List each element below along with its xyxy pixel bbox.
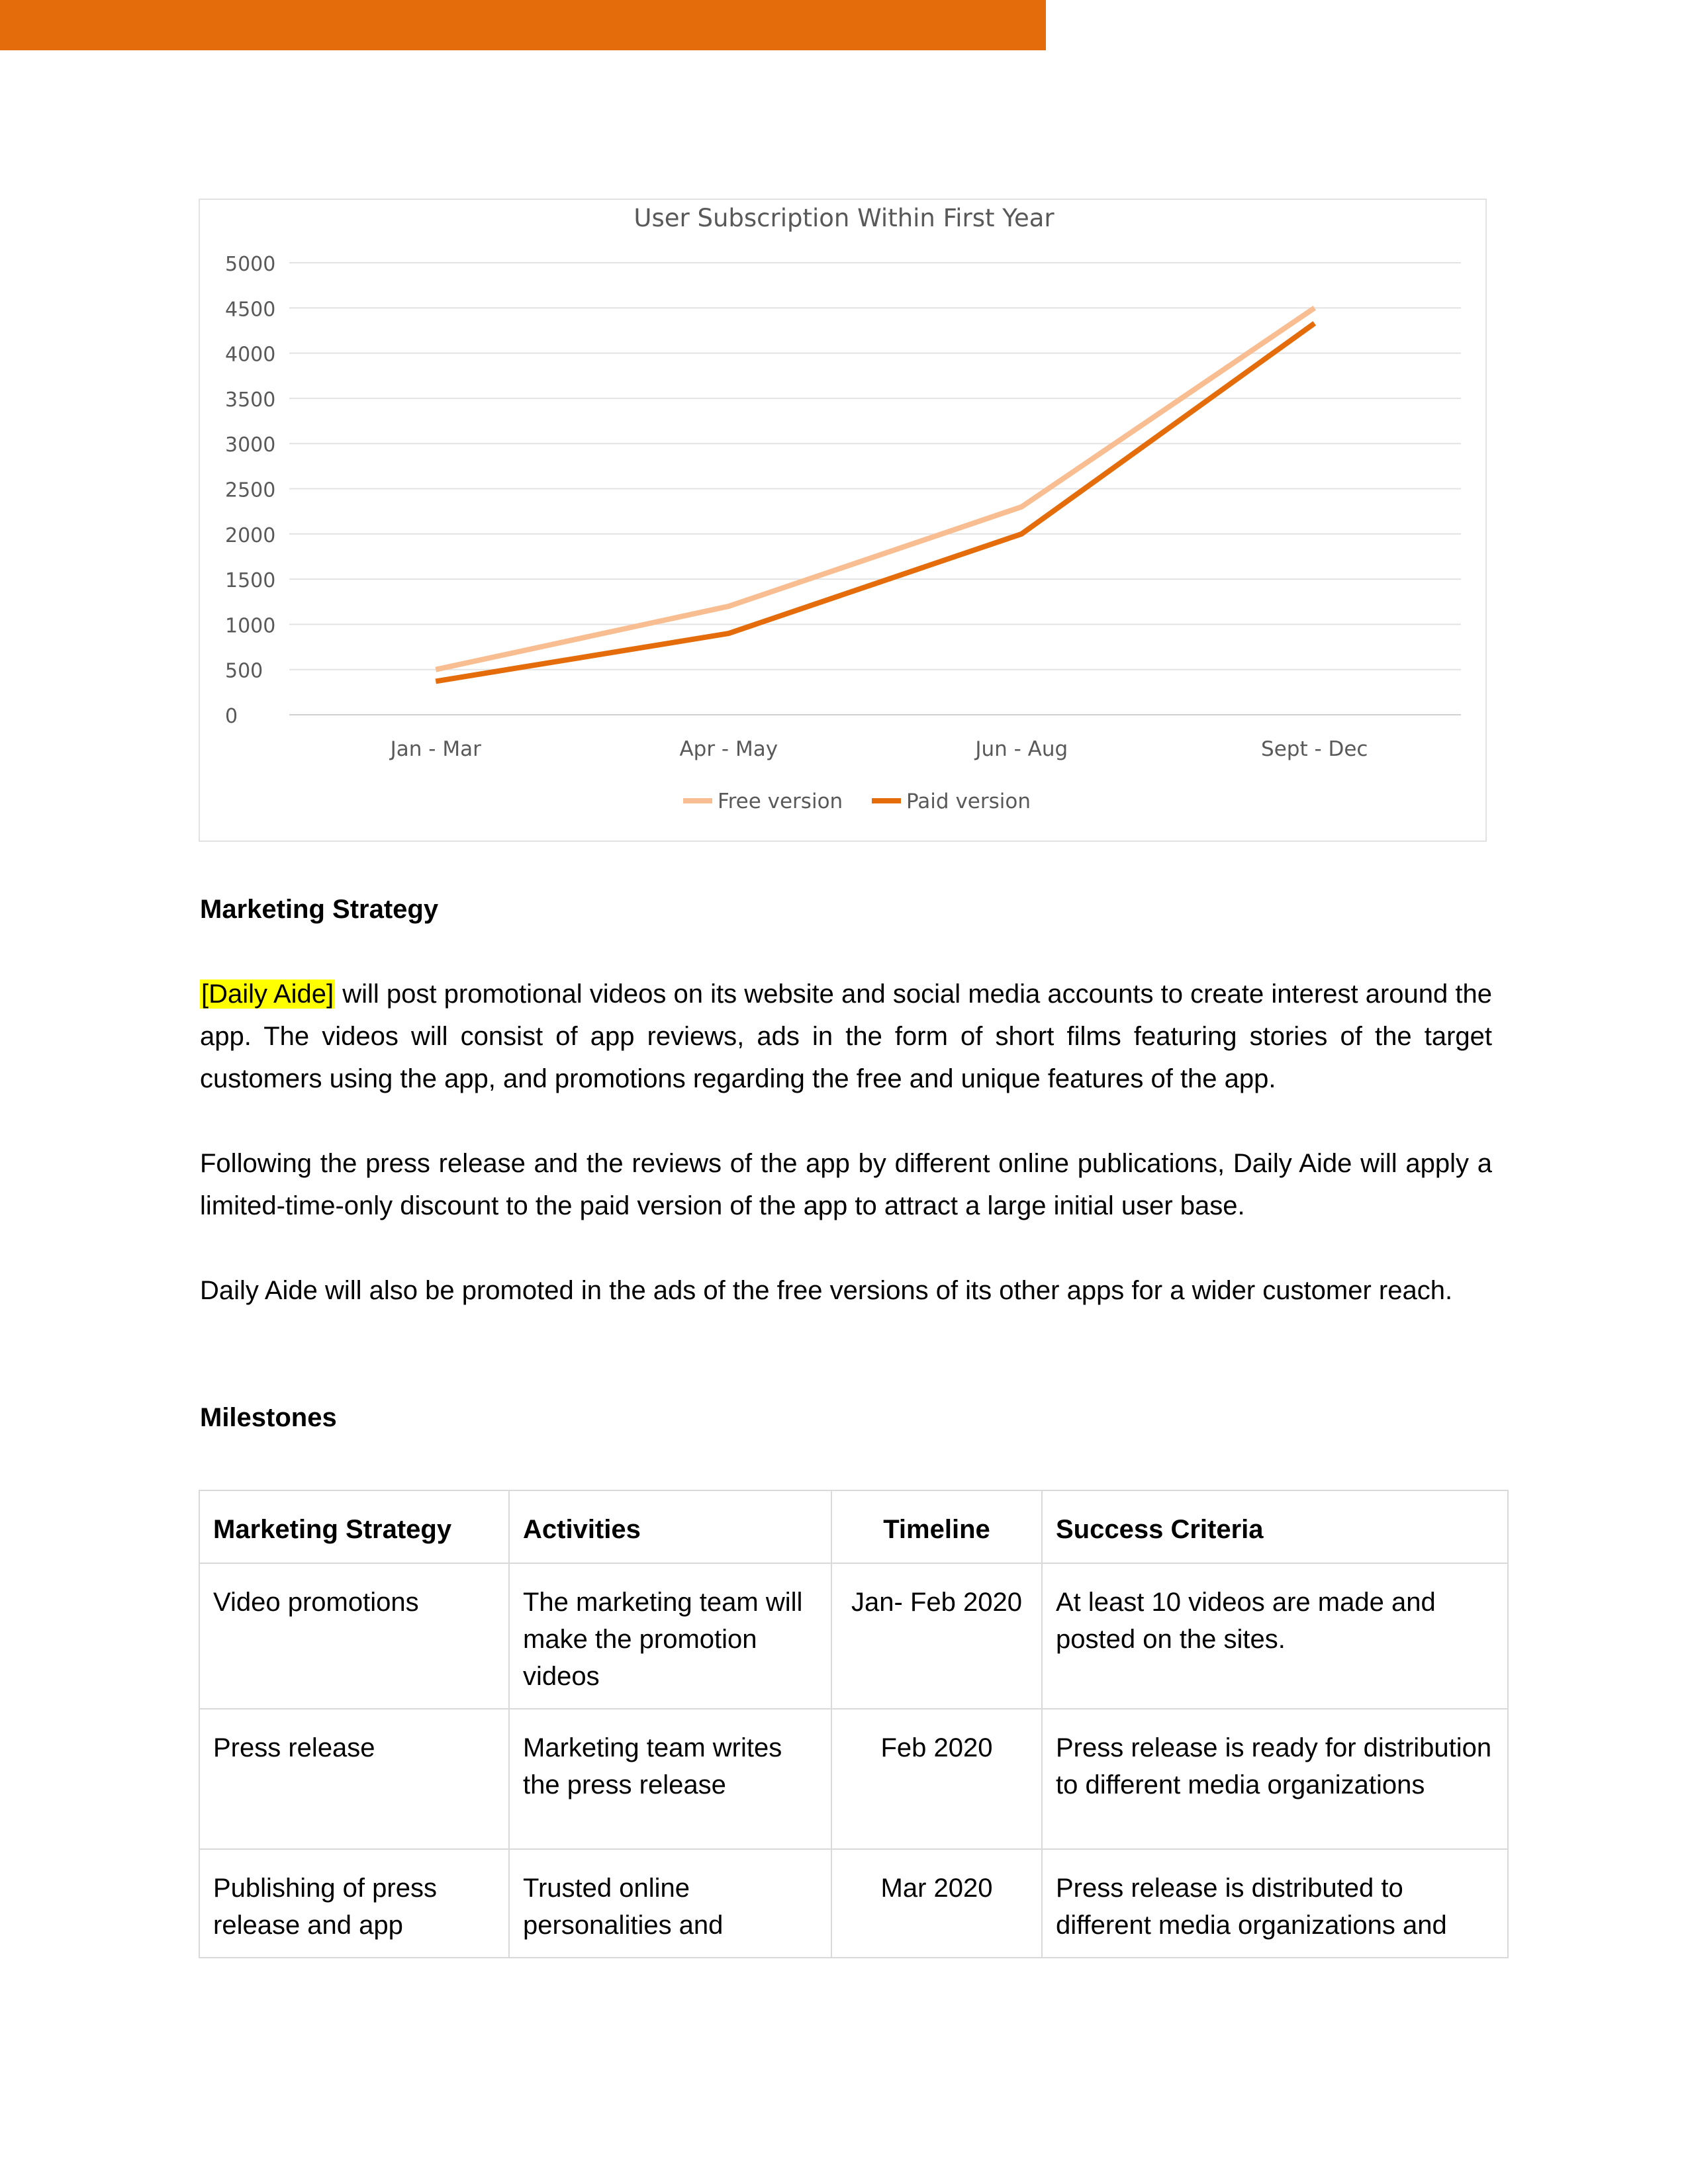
- table-header-row: [199, 1490, 1508, 1563]
- header-accent-bar: [0, 0, 1046, 50]
- marketing-strategy-heading: Marketing Strategy: [200, 895, 439, 924]
- table-row: [199, 1849, 1508, 1958]
- y-tick-label: 500: [225, 659, 263, 683]
- column-header: Activities: [509, 1490, 831, 1563]
- table-cell: At least 10 videos are made and posted on the sites.: [1042, 1563, 1508, 1709]
- chart-series: [436, 308, 1315, 681]
- y-tick-label: 1500: [225, 569, 276, 593]
- table-cell: Video promotions: [199, 1563, 509, 1709]
- y-tick-label: 0: [225, 705, 238, 728]
- marketing-paragraph-1-text: will post promotional videos on its website and social media accounts to create interest around the app. The videos will consist of app reviews, ads in the form of short films featuring stories of the target customers using the app, and promotions regarding the free and unique features of the app.: [200, 979, 1492, 1093]
- marketing-paragraph-3-text: Daily Aide will also be promoted in the ads of the free versions of its other apps for a wider customer reach.: [200, 1276, 1453, 1305]
- x-tick-label: Sept - Dec: [1261, 737, 1368, 761]
- milestones-table: [199, 1490, 1509, 1958]
- x-tick-label: Jun - Aug: [975, 737, 1068, 761]
- table-cell: Feb 2020: [831, 1709, 1042, 1849]
- chart-y-ticks: [225, 253, 275, 728]
- y-tick-label: 4000: [225, 343, 276, 367]
- marketing-paragraph-3: [200, 1269, 1492, 1312]
- chart-legend: [683, 790, 1031, 813]
- y-tick-label: 4500: [225, 298, 276, 322]
- table-cell: The marketing team will make the promotion videos: [509, 1563, 831, 1709]
- y-tick-label: 5000: [225, 253, 276, 276]
- y-tick-label: 2500: [225, 478, 276, 502]
- company-name-highlight: [Daily Aide]: [201, 979, 334, 1009]
- legend-label: Free version: [718, 790, 843, 813]
- marketing-paragraph-2: [200, 1142, 1492, 1227]
- column-header: Timeline: [831, 1490, 1042, 1563]
- table-row: [199, 1709, 1508, 1849]
- marketing-paragraph-1: [200, 973, 1492, 1100]
- chart-svg: [200, 200, 1488, 843]
- y-tick-label: 3000: [225, 433, 276, 457]
- table-cell: Jan- Feb 2020: [831, 1563, 1042, 1709]
- y-tick-label: 3500: [225, 388, 276, 412]
- table-cell: Publishing of press release and app: [199, 1849, 509, 1958]
- chart-title: User Subscription Within First Year: [633, 204, 1055, 232]
- table-row: [199, 1563, 1508, 1709]
- column-header: Success Criteria: [1042, 1490, 1508, 1563]
- table-cell: Trusted online personalities and: [509, 1849, 831, 1958]
- y-tick-label: 1000: [225, 614, 276, 638]
- table-cell: Press release: [199, 1709, 509, 1849]
- x-tick-label: Apr - May: [679, 737, 778, 761]
- subscription-chart: [199, 199, 1487, 842]
- legend-label: Paid version: [906, 790, 1031, 813]
- table-cell: Press release is ready for distribution to different media organizations: [1042, 1709, 1508, 1849]
- y-tick-label: 2000: [225, 523, 276, 547]
- marketing-paragraph-2-text: Following the press release and the reviews of the app by different online publications, Daily Aide will apply a limited-time-only discount to the paid version of the app to attract a large initial user base.: [200, 1149, 1492, 1220]
- table-cell: Press release is distributed to different media organizations and: [1042, 1849, 1508, 1958]
- milestones-heading: Milestones: [200, 1403, 337, 1432]
- column-header: Marketing Strategy: [199, 1490, 509, 1563]
- x-tick-label: Jan - Mar: [390, 737, 481, 761]
- series-line: [436, 324, 1315, 682]
- table-cell: Mar 2020: [831, 1849, 1042, 1958]
- table-cell: Marketing team writes the press release: [509, 1709, 831, 1849]
- chart-x-ticks: [389, 737, 1368, 761]
